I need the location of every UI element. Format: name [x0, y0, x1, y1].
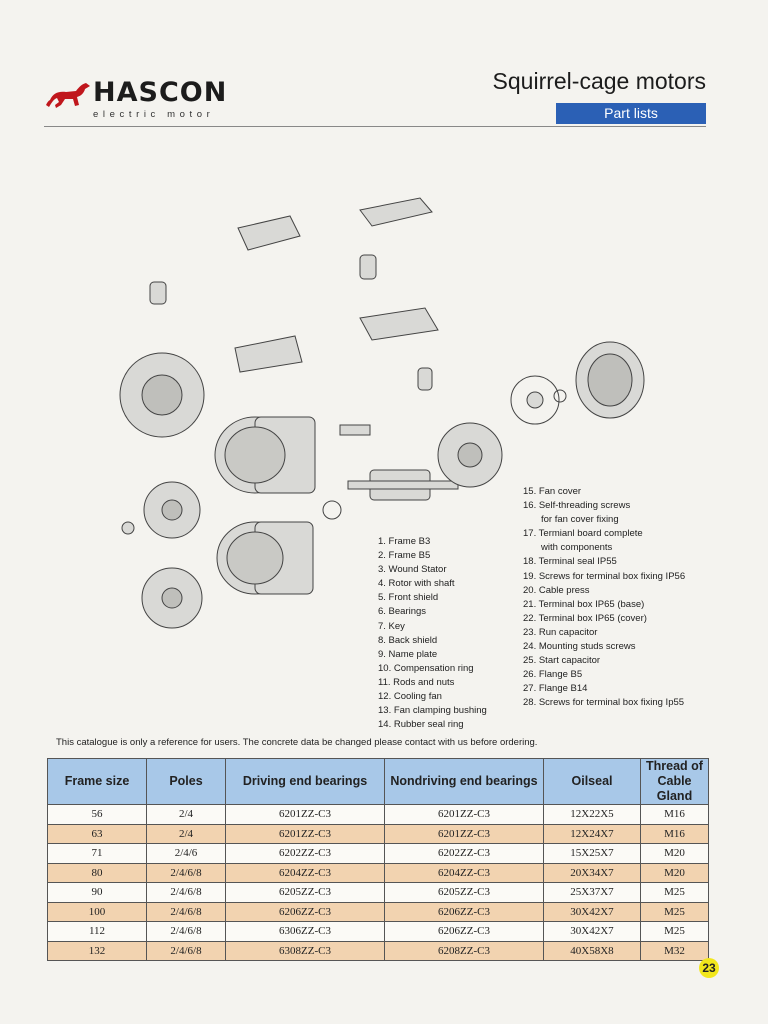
- list-item: 3. Wound Stator: [378, 564, 447, 576]
- list-item: 2. Frame B5: [378, 550, 431, 562]
- list-item: 25. Start capacitor: [523, 655, 601, 667]
- table-cell: 6204ZZ-C3: [385, 863, 544, 883]
- table-cell: M32: [641, 941, 709, 961]
- list-item: 28. Screws for terminal box fixing Ip55: [523, 697, 685, 709]
- table-row: [48, 941, 709, 961]
- page-number-badge: 23: [699, 958, 719, 978]
- table-row: [48, 844, 709, 864]
- table-cell: 2/4/6/8: [147, 941, 226, 961]
- table-cell: 6201ZZ-C3: [385, 824, 544, 844]
- list-item: 22. Terminal box IP65 (cover): [523, 612, 647, 624]
- list-item: 4. Rotor with shaft: [378, 578, 455, 590]
- brand-name: HASCON: [93, 77, 228, 108]
- table-row: [48, 863, 709, 883]
- table-cell: 2/4: [147, 824, 226, 844]
- table-cell: 112: [48, 922, 147, 942]
- column-header: Oilseal: [544, 759, 641, 805]
- list-item: 14. Rubber seal ring: [378, 719, 464, 731]
- list-item: for fan cover fixing: [541, 514, 619, 526]
- list-item: 19. Screws for terminal box fixing IP56: [523, 570, 686, 582]
- table-cell: 12X22X5: [544, 805, 641, 825]
- list-item: 23. Run capacitor: [523, 626, 598, 638]
- bearing-spec-table: [47, 758, 709, 961]
- table-cell: 2/4/6/8: [147, 902, 226, 922]
- table-cell: 80: [48, 863, 147, 883]
- parts-list-right: [523, 485, 685, 711]
- list-item: with components: [541, 542, 613, 554]
- table-cell: 2/4/6/8: [147, 922, 226, 942]
- table-cell: 56: [48, 805, 147, 825]
- table-cell: 6206ZZ-C3: [385, 902, 544, 922]
- list-item: 13. Fan clamping bushing: [378, 705, 487, 717]
- list-item: 9. Name plate: [378, 648, 438, 660]
- table-cell: M25: [641, 902, 709, 922]
- table-cell: 6204ZZ-C3: [226, 863, 385, 883]
- table-cell: 2/4/6: [147, 844, 226, 864]
- list-item: 24. Mounting studs screws: [523, 641, 636, 653]
- list-item: 10. Compensation ring: [378, 662, 474, 674]
- table-cell: 71: [48, 844, 147, 864]
- list-item: 7. Key: [378, 620, 405, 632]
- table-cell: M25: [641, 883, 709, 903]
- list-item: 18. Terminal seal IP55: [523, 556, 617, 568]
- column-header: Frame size: [48, 759, 147, 805]
- column-header: Thread of Cable Gland: [641, 759, 709, 805]
- list-item: 26. Flange B5: [523, 669, 583, 681]
- table-cell: M20: [641, 844, 709, 864]
- table-cell: 40X58X8: [544, 941, 641, 961]
- table-cell: 15X25X7: [544, 844, 641, 864]
- table-cell: 12X24X7: [544, 824, 641, 844]
- table-cell: 6201ZZ-C3: [226, 805, 385, 825]
- table-cell: 6201ZZ-C3: [385, 805, 544, 825]
- table-cell: M20: [641, 863, 709, 883]
- table-cell: 2/4/6/8: [147, 883, 226, 903]
- table-cell: 30X42X7: [544, 902, 641, 922]
- column-header: Nondriving end bearings: [385, 759, 544, 805]
- table-cell: 6306ZZ-C3: [226, 922, 385, 942]
- section-label: Part lists: [556, 103, 706, 124]
- list-item: 11. Rods and nuts: [378, 676, 455, 688]
- table-cell: 2/4: [147, 805, 226, 825]
- parts-list-left: [378, 535, 487, 732]
- brand-logo: [44, 76, 234, 124]
- column-header: Driving end bearings: [226, 759, 385, 805]
- table-cell: 6206ZZ-C3: [385, 922, 544, 942]
- table-row: [48, 824, 709, 844]
- table-cell: 2/4/6/8: [147, 863, 226, 883]
- page-title: Squirrel-cage motors: [492, 68, 706, 94]
- table-cell: 90: [48, 883, 147, 903]
- table-cell: 6206ZZ-C3: [226, 902, 385, 922]
- table-cell: 6202ZZ-C3: [226, 844, 385, 864]
- header-divider: [44, 126, 706, 127]
- table-cell: 6205ZZ-C3: [385, 883, 544, 903]
- list-item: 15. Fan cover: [523, 486, 582, 497]
- table-cell: 6205ZZ-C3: [226, 883, 385, 903]
- table-row: [48, 805, 709, 825]
- list-item: 17. Termianl board complete: [523, 528, 643, 540]
- table-cell: 6308ZZ-C3: [226, 941, 385, 961]
- list-item: 20. Cable press: [523, 584, 590, 596]
- horse-icon: [44, 78, 92, 114]
- list-item: 27. Flange B14: [523, 683, 588, 695]
- table-cell: 132: [48, 941, 147, 961]
- table-cell: M25: [641, 922, 709, 942]
- table-header-row: [48, 759, 709, 805]
- list-item: 16. Self-threading screws: [523, 500, 631, 512]
- table-cell: M16: [641, 824, 709, 844]
- table-cell: 20X34X7: [544, 863, 641, 883]
- list-item: 5. Front shield: [378, 592, 439, 604]
- list-item: 1. Frame B3: [378, 536, 431, 547]
- table-cell: M16: [641, 805, 709, 825]
- table-cell: 30X42X7: [544, 922, 641, 942]
- table-row: [48, 922, 709, 942]
- table-cell: 6208ZZ-C3: [385, 941, 544, 961]
- table-cell: 6202ZZ-C3: [385, 844, 544, 864]
- disclaimer-note: This catalogue is only a reference for users. The concrete data be changed please contact with us before ordering.: [56, 737, 538, 748]
- table-cell: 25X37X7: [544, 883, 641, 903]
- table-cell: 100: [48, 902, 147, 922]
- brand-tagline: electric motor: [93, 109, 215, 120]
- list-item: 12. Cooling fan: [378, 691, 442, 703]
- list-item: 8. Back shield: [378, 634, 438, 646]
- table-row: [48, 902, 709, 922]
- table-cell: 6201ZZ-C3: [226, 824, 385, 844]
- list-item: 6. Bearings: [378, 606, 427, 618]
- list-item: 21. Terminal box IP65 (base): [523, 598, 645, 610]
- table-cell: 63: [48, 824, 147, 844]
- table-row: [48, 883, 709, 903]
- column-header: Poles: [147, 759, 226, 805]
